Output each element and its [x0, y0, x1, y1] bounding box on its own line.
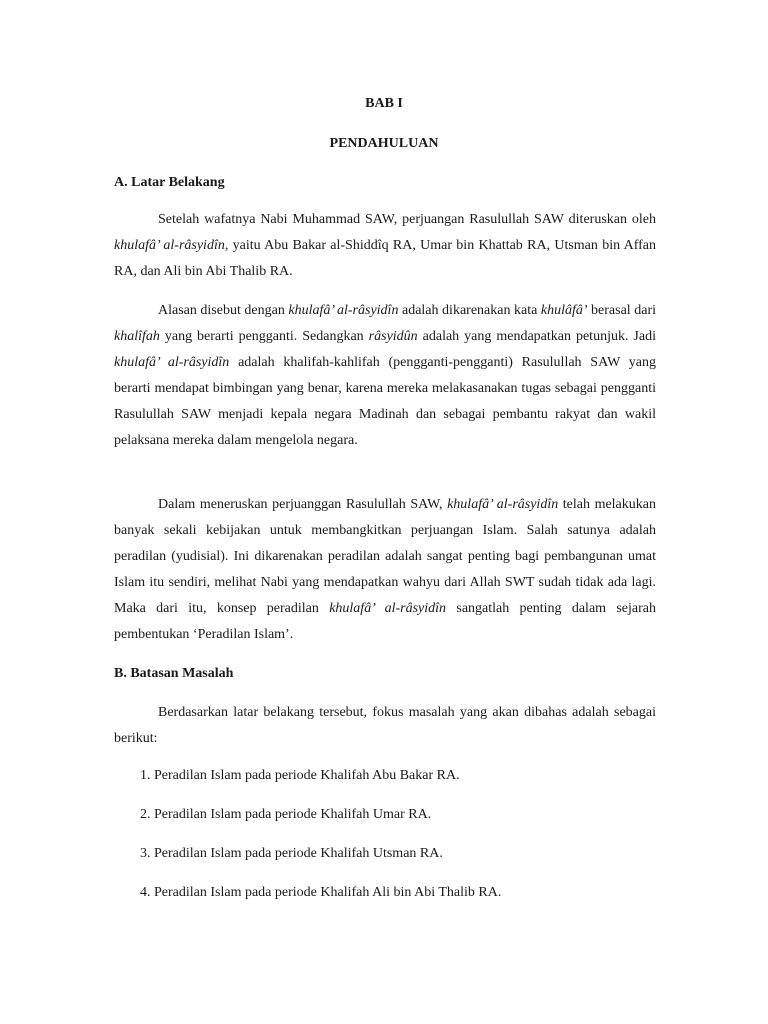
paragraph-3	[114, 492, 656, 648]
text-run: , yaitu Abu Bakar al-Shiddîq RA, Umar bin Khattab RA, Utsman bin Affan RA, dan Ali bin Abi Thalib RA.	[114, 238, 656, 279]
paragraph-1	[114, 207, 656, 285]
list-item: 3. Peradilan Islam pada periode Khalifah Utsman RA.	[140, 846, 443, 861]
italic-term: khulâfâ’	[540, 303, 588, 318]
italic-term: khulafâ’ al-râsyidîn	[288, 303, 399, 318]
text-run: yang berarti pengganti. Sedangkan	[159, 329, 369, 344]
italic-term: khalîfah	[114, 329, 160, 344]
text-run: telah melakukan banyak sekali kebijakan untuk membangkitkan perjuangan Islam. Salah satunya adalah peradilan (yudisial). Ini dikarenakan peradilan adalah sangat penting bagi pembangunan umat Islam itu sendiri, melihat Nabi yang mendapatkan wahyu dari Allah SWT sudah tidak ada lagi. Maka dari itu, konsep peradilan	[114, 497, 656, 616]
section-b-heading: B. Batasan Masalah	[114, 666, 234, 681]
section-b-intro: Berdasarkan latar belakang tersebut, fokus masalah yang akan dibahas adalah sebagai berikut:	[114, 705, 656, 746]
list-item: 1. Peradilan Islam pada periode Khalifah Abu Bakar RA.	[140, 768, 460, 783]
italic-term: khulafâ’ al-râsyidîn	[447, 497, 559, 512]
text-run: berasal dari	[587, 303, 656, 318]
paragraph-2	[114, 298, 656, 454]
chapter-number: BAB I	[365, 96, 403, 111]
list-item: 2. Peradilan Islam pada periode Khalifah Umar RA.	[140, 807, 432, 822]
italic-term: khulafâ’ al-râsyidîn	[114, 355, 230, 370]
text-run: Setelah wafatnya Nabi Muhammad SAW, perjuangan Rasulullah SAW diteruskan oleh	[158, 212, 656, 227]
text-run: Alasan disebut dengan	[158, 303, 289, 318]
text-run: sangatlah penting dalam sejarah pembentukan ‘Peradilan Islam’.	[114, 601, 656, 642]
text-run: Dalam meneruskan perjuanggan Rasulullah SAW,	[158, 497, 448, 512]
italic-term: khulafâ’ al-râsyidîn	[329, 601, 447, 616]
italic-term: râsyidûn	[368, 329, 418, 344]
italic-term: khulafâ’ al-râsyidîn	[114, 238, 225, 253]
list-item: 4. Peradilan Islam pada periode Khalifah Ali bin Abi Thalib RA.	[140, 885, 502, 900]
text-run: adalah khalifah-kahlifah (pengganti-pengganti) Rasulullah SAW yang berarti mendapat bimbingan yang benar, karena mereka melakasanakan tugas sebagai pengganti Rasulullah SAW menjadi kepala negara Madinah dan sebagai pembantu rakyat dan wakil pelaksana mereka dalam mengelola negara.	[114, 355, 657, 448]
section-a-heading: A. Latar Belakang	[114, 175, 225, 190]
text-run: adalah yang mendapatkan petunjuk. Jadi	[417, 329, 656, 344]
text-run: adalah dikarenakan kata	[398, 303, 541, 318]
chapter-title: PENDAHULUAN	[329, 136, 439, 151]
